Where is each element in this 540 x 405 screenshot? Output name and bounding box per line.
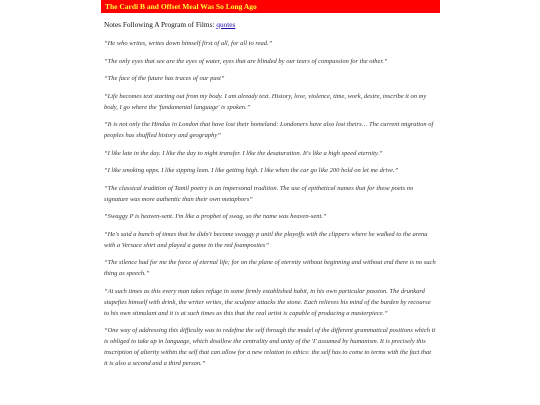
quote-paragraph: “The classical tradition of Tamil poetry is an impersonal tradition. The use of epithetical names that for these poets no signature was more authentic than their own metaphors” <box>104 184 414 203</box>
quote-paragraph: “The face of the future has traces of our past” <box>104 75 225 82</box>
quote-paragraph: “It is not only the Hindus in London that have lost their homeland: Londoners have also lost theirs… The current migration of peoples has shuffled history and geography” <box>104 121 434 139</box>
quote-paragraph: “Swaggy P is heaven-sent. I'm like a prophet of swag, so the name was heaven-sent.” <box>104 213 327 220</box>
quote-paragraph: “Life becomes text starting out from my body. I am already text. History, love, violence, time, work, desire, inscribe it on my body, I go where the 'fundamental language' is spoken.” <box>104 92 427 111</box>
article-body <box>104 20 436 376</box>
quote-paragraph: “The silence had for me the force of eternal life; for on the plane of eternity without beginning and without end there is no such thing as speech.” <box>104 259 436 277</box>
quote-paragraph: “The only eyes that see are the eyes of water, eyes that are blinded by our tears of compassion for the other.” <box>104 57 388 65</box>
quote-paragraph: “He's said a bunch of times that he didn't become swaggy p until the playoffs with the clippers where he walked to the arena with a Versace shirt and played a game in the red foamposites” <box>104 230 428 249</box>
quote-paragraph: “I like late in the day. I like the day to night transfer. I like the desaturation. It's like a high speed eternity.” <box>104 149 383 157</box>
quote-paragraph: “He who writes, writes down himself first of all, for all to read.” <box>104 40 273 47</box>
quote-paragraph: “At such times as this every man takes refuge in some firmly established habit, in his own particular passion. The drunkard stupefies himself with drink, the writer writes, the sculptor attacks the stone. Each relieves his mind of the burden by recourse to his own stimulant and it is at such times as this that the real artist is capable of producing a masterpiece.” <box>104 287 431 317</box>
intro-paragraph <box>104 20 436 30</box>
intro-text: Notes Following A Program of Films: <box>104 20 217 29</box>
page-title: The Cardi B and Offset Meal Was So Long Ago <box>101 0 440 13</box>
quotes-link[interactable]: quotes <box>216 20 236 29</box>
quote-paragraph: “I like smoking opps. I like sipping lean. I like getting high. I like when the car go like 200 hold on let me drive.” <box>104 167 399 174</box>
quote-paragraph: “One way of addressing this difficulty was to redefine the self through the model of the different grammatical positions which it is obliged to take up in language, which disallow the centrality and unity of the 'I' assumed by humanism. It is precisely this inscription of alterity within the self that can allow for a new relation to ethics: the self has to come to terms with the fact that it is also a second and a third person.” <box>104 327 436 367</box>
